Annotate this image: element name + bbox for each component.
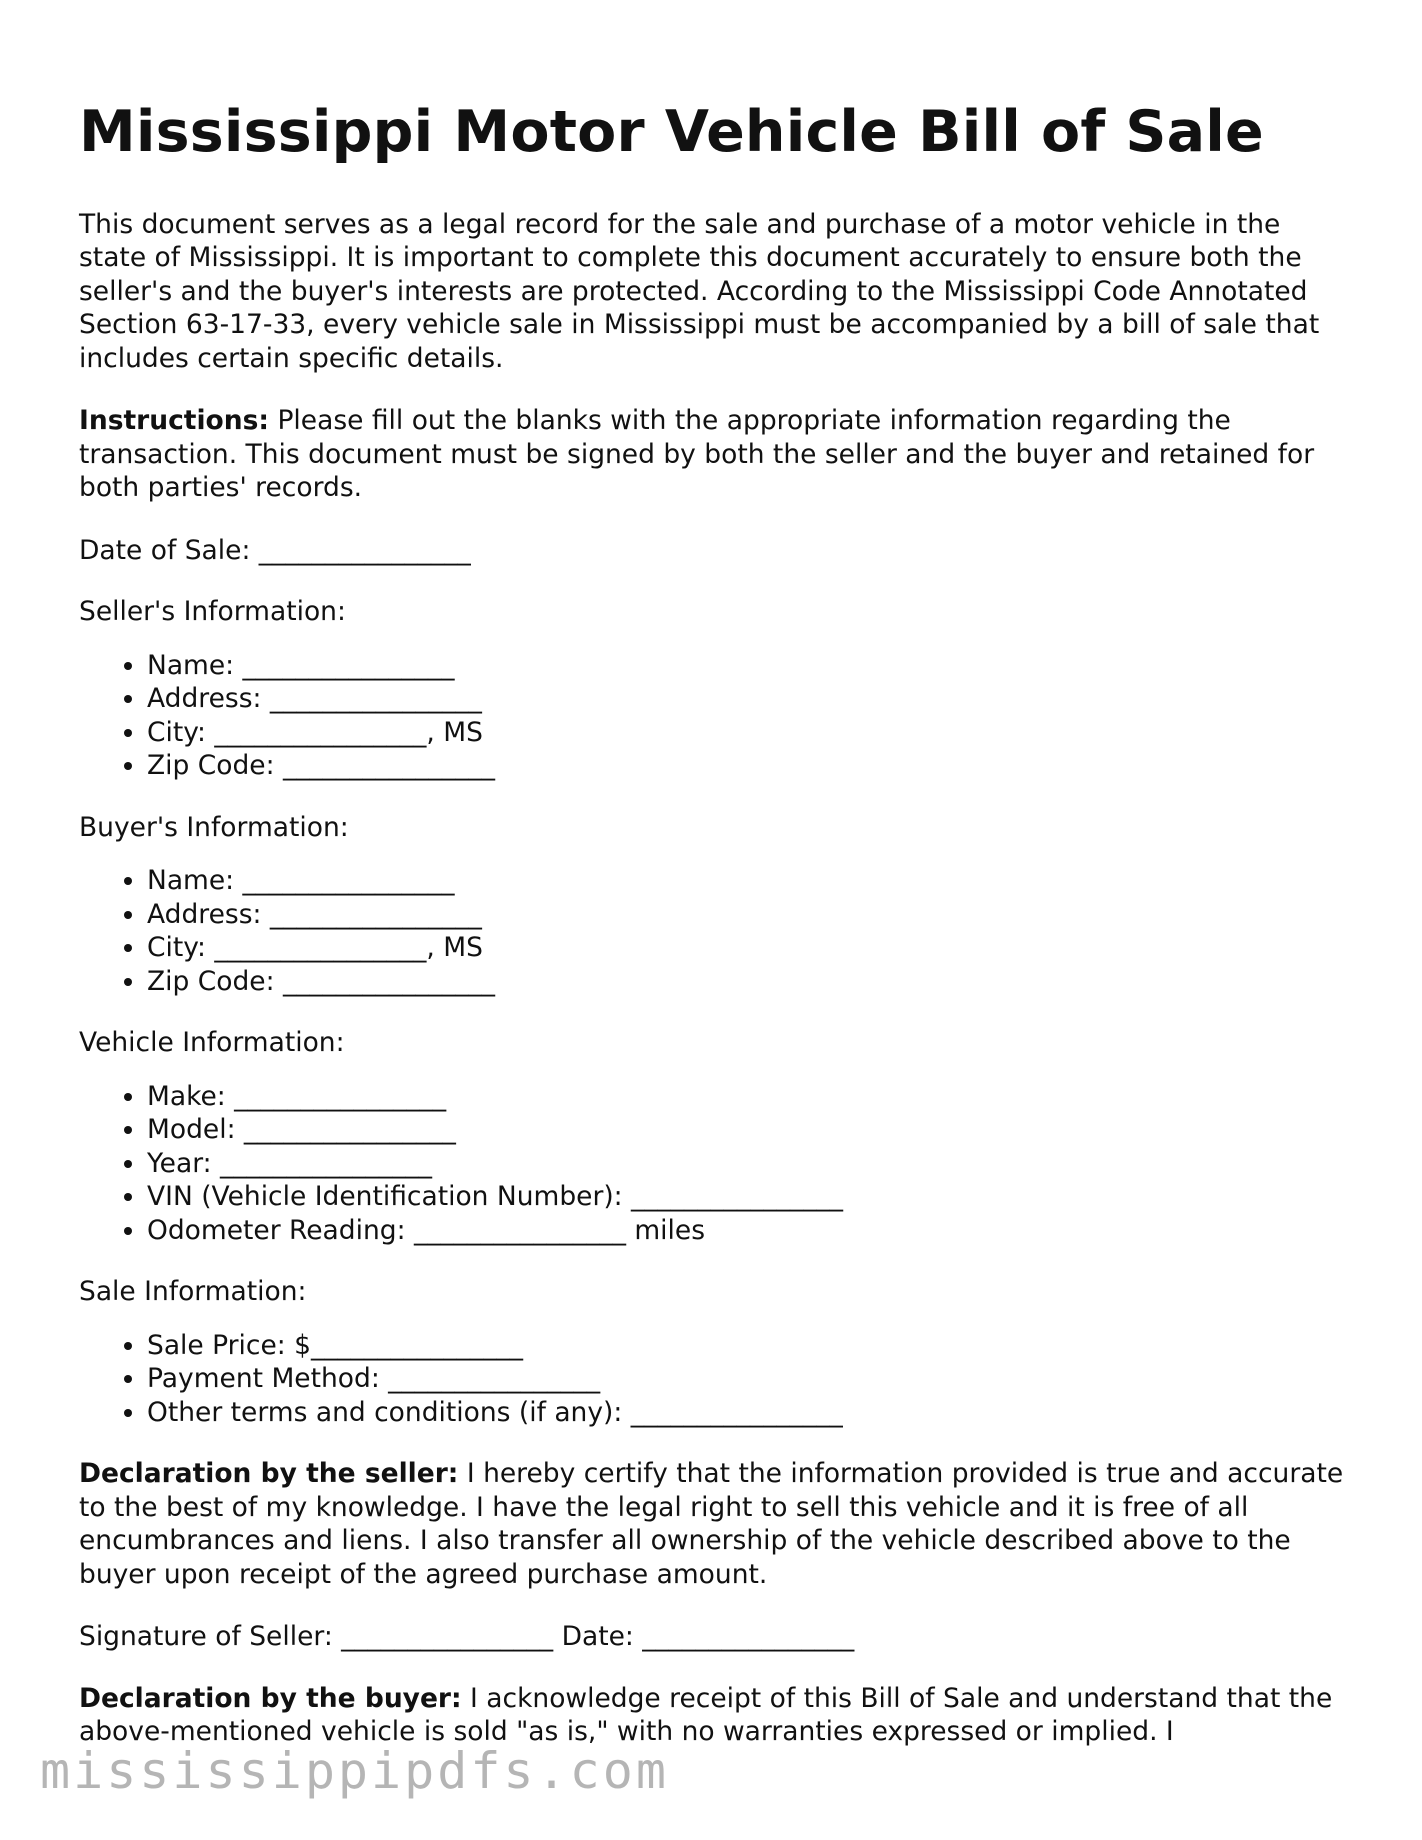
instructions-label: Instructions: xyxy=(79,405,270,437)
other-terms-field: • Other terms and conditions (if any): ________________ xyxy=(147,1396,1349,1430)
site-watermark: mississippipdfs.com xyxy=(40,1742,669,1800)
seller-declaration-paragraph xyxy=(79,1457,1349,1591)
sale-info-heading: Sale Information: xyxy=(79,1276,307,1308)
vehicle-year-field: • Year: ________________ xyxy=(147,1147,1349,1181)
buyer-info-heading: Buyer's Information: xyxy=(79,811,349,843)
vehicle-model-field: • Model: ________________ xyxy=(147,1113,1349,1147)
seller-city-field: • City: ________________, MS xyxy=(147,716,1349,750)
vehicle-odometer-field: • Odometer Reading: ________________ miles xyxy=(147,1214,1349,1248)
buyer-city-field: • City: ________________, MS xyxy=(147,931,1349,965)
seller-info-heading: Seller's Information: xyxy=(79,596,346,628)
buyer-address-field: • Address: ________________ xyxy=(147,898,1349,932)
seller-name-field: • Name: ________________ xyxy=(147,649,1349,683)
instructions-paragraph xyxy=(79,404,1349,505)
seller-declaration-label: Declaration by the seller: xyxy=(79,1458,459,1490)
buyer-declaration-label: Declaration by the buyer: xyxy=(79,1682,462,1714)
date-of-sale-field: Date of Sale: ________________ xyxy=(79,534,471,566)
intro-paragraph: This document serves as a legal record for the sale and purchase of a motor vehicle in the state of Mississippi. It is important to complete this document accurately to ensure both the seller's and the buyer's interests are protected. According to the Mississippi Code Annotated Section 63-17-33, every vehicle sale in Mississippi must be accompanied by a bill of sale that includes certain specific details. xyxy=(79,208,1320,374)
vehicle-info-list xyxy=(79,1080,1349,1248)
buyer-declaration-text: I acknowledge receipt of this Bill of Sale and understand that the above-mentioned vehicle is sold "as is," with no warranties expressed or implied. I xyxy=(79,1682,1333,1748)
sale-info-list xyxy=(79,1329,1349,1430)
buyer-info-list xyxy=(79,864,1349,998)
buyer-declaration-paragraph xyxy=(79,1682,1349,1749)
document-title: Mississippi Motor Vehicle Bill of Sale xyxy=(79,99,1264,165)
buyer-zip-field: • Zip Code: ________________ xyxy=(147,965,1349,999)
buyer-name-field: • Name: ________________ xyxy=(147,864,1349,898)
payment-method-field: • Payment Method: ________________ xyxy=(147,1362,1349,1396)
instructions-text: Please fill out the blanks with the appropriate information regarding the transaction. This document must be signed by both the seller and the buyer and retained for both parties' records. xyxy=(79,405,1315,504)
seller-address-field: • Address: ________________ xyxy=(147,682,1349,716)
seller-zip-field: • Zip Code: ________________ xyxy=(147,749,1349,783)
vehicle-info-heading: Vehicle Information: xyxy=(79,1027,345,1059)
document-page xyxy=(79,100,1349,1778)
seller-signature-line: Signature of Seller: ________________ Date: ________________ xyxy=(79,1621,855,1653)
sale-price-field: • Sale Price: $________________ xyxy=(147,1329,1349,1363)
seller-declaration-text: I hereby certify that the information provided is true and accurate to the best of my knowledge. I have the legal right to sell this vehicle and it is free of all encumbrances and liens. I also transfer all ownership of the vehicle described above to the buyer upon receipt of the agreed purchase amount. xyxy=(79,1458,1344,1590)
vehicle-vin-field: • VIN (Vehicle Identification Number): ________________ xyxy=(147,1180,1349,1214)
seller-info-list xyxy=(79,649,1349,783)
vehicle-make-field: • Make: ________________ xyxy=(147,1080,1349,1114)
